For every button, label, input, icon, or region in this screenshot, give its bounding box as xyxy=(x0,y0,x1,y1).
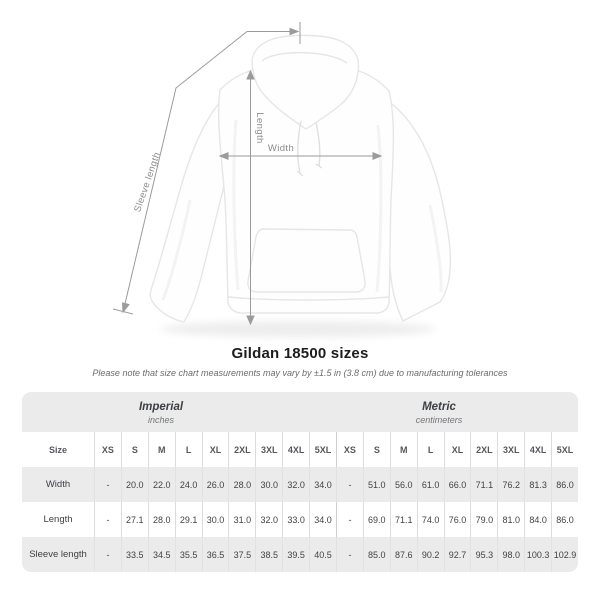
value-cell: 74.0 xyxy=(417,502,444,537)
size-col-header: 2XL xyxy=(228,432,255,467)
size-col-header: L xyxy=(175,432,202,467)
value-cell: 34.5 xyxy=(148,537,175,572)
size-col-header: S xyxy=(363,432,390,467)
table-row-sleeve-length xyxy=(22,537,578,572)
value-cell: 31.0 xyxy=(228,502,255,537)
value-cell: 87.6 xyxy=(390,537,417,572)
imperial-unit: inches xyxy=(147,415,174,425)
value-cell: 33.0 xyxy=(282,502,309,537)
length-label: Length xyxy=(254,112,265,144)
metric-section-header xyxy=(300,401,578,425)
size-header-cell: Size xyxy=(48,444,67,455)
size-col-header: M xyxy=(148,432,175,467)
size-col-header: XS xyxy=(94,432,121,467)
value-cell: 30.0 xyxy=(255,467,282,502)
value-cell: 37.5 xyxy=(228,537,255,572)
value-cell: 95.3 xyxy=(470,537,497,572)
value-cell: 100.3 xyxy=(524,537,551,572)
hoodie-shadow xyxy=(160,321,436,337)
value-cell: 81.0 xyxy=(497,502,524,537)
size-col-header: XL xyxy=(444,432,471,467)
value-cell: 24.0 xyxy=(175,467,202,502)
value-cell: - xyxy=(336,502,363,537)
value-cell: - xyxy=(336,537,363,572)
page-title: Gildan 18500 sizes xyxy=(231,345,369,362)
value-cell: 86.0 xyxy=(551,467,578,502)
value-cell: 34.0 xyxy=(309,467,336,502)
value-cell: 98.0 xyxy=(497,537,524,572)
value-cell: 76.2 xyxy=(497,467,524,502)
size-col-header: 5XL xyxy=(309,432,336,467)
value-cell: 30.0 xyxy=(202,502,229,537)
value-cell: - xyxy=(94,502,121,537)
value-cell: 27.1 xyxy=(121,502,148,537)
value-cell: 39.5 xyxy=(282,537,309,572)
size-col-header: 5XL xyxy=(551,432,578,467)
value-cell: 36.5 xyxy=(202,537,229,572)
value-cell: 61.0 xyxy=(417,467,444,502)
value-cell: - xyxy=(94,467,121,502)
value-cell: 32.0 xyxy=(282,467,309,502)
value-cell: 28.0 xyxy=(148,502,175,537)
width-label: Width xyxy=(267,143,295,154)
table-row-width xyxy=(22,467,578,502)
value-cell: 34.0 xyxy=(309,502,336,537)
size-col-header: 3XL xyxy=(497,432,524,467)
value-cell: 79.0 xyxy=(470,502,497,537)
value-cell: 81.3 xyxy=(524,467,551,502)
size-col-header: XS xyxy=(336,432,363,467)
sleeve-length-label: Sleeve length xyxy=(132,150,164,214)
value-cell: 69.0 xyxy=(363,502,390,537)
value-cell: 84.0 xyxy=(524,502,551,537)
imperial-label: Imperial xyxy=(138,401,184,413)
tolerance-note: Please note that size chart measurements may vary by ±1.5 in (3.8 cm) due to manufacturing tolerances xyxy=(92,368,508,378)
value-cell: 26.0 xyxy=(202,467,229,502)
size-col-header: XL xyxy=(202,432,229,467)
metric-unit: centimeters xyxy=(415,415,463,425)
value-cell: 32.0 xyxy=(255,502,282,537)
metric-label: Metric xyxy=(422,401,456,413)
size-chart-table xyxy=(22,392,578,572)
value-cell: 90.2 xyxy=(417,537,444,572)
value-cell: 35.5 xyxy=(175,537,202,572)
value-cell: - xyxy=(94,537,121,572)
value-cell: 85.0 xyxy=(363,537,390,572)
hoodie-pocket xyxy=(248,229,365,292)
value-cell: 33.5 xyxy=(121,537,148,572)
value-cell: 102.9 xyxy=(551,537,578,572)
size-header-row xyxy=(22,432,578,467)
value-cell: 40.5 xyxy=(309,537,336,572)
value-cell: 71.1 xyxy=(390,502,417,537)
value-cell: 86.0 xyxy=(551,502,578,537)
value-cell: 29.1 xyxy=(175,502,202,537)
value-cell: 28.0 xyxy=(228,467,255,502)
value-cell: 22.0 xyxy=(148,467,175,502)
imperial-section-header xyxy=(22,401,300,425)
row-label: Width xyxy=(45,479,71,490)
value-cell: - xyxy=(336,467,363,502)
unit-system-band xyxy=(22,392,578,432)
value-cell: 56.0 xyxy=(390,467,417,502)
value-cell: 51.0 xyxy=(363,467,390,502)
table-row-length xyxy=(22,502,578,537)
size-col-header: M xyxy=(390,432,417,467)
value-cell: 76.0 xyxy=(444,502,471,537)
row-label: Length xyxy=(43,514,73,525)
size-col-header: L xyxy=(417,432,444,467)
size-col-header: 3XL xyxy=(255,432,282,467)
value-cell: 38.5 xyxy=(255,537,282,572)
hoodie-graphic xyxy=(150,35,450,322)
size-col-header: 4XL xyxy=(282,432,309,467)
size-col-header: 2XL xyxy=(470,432,497,467)
value-cell: 66.0 xyxy=(444,467,471,502)
value-cell: 92.7 xyxy=(444,537,471,572)
size-col-header: S xyxy=(121,432,148,467)
sleeve-measure-arrow-right xyxy=(290,29,298,35)
size-col-header: 4XL xyxy=(524,432,551,467)
row-label: Sleeve length xyxy=(29,549,87,560)
sleeve-measure-arrow-end xyxy=(123,303,130,312)
value-cell: 71.1 xyxy=(470,467,497,502)
value-cell: 20.0 xyxy=(121,467,148,502)
